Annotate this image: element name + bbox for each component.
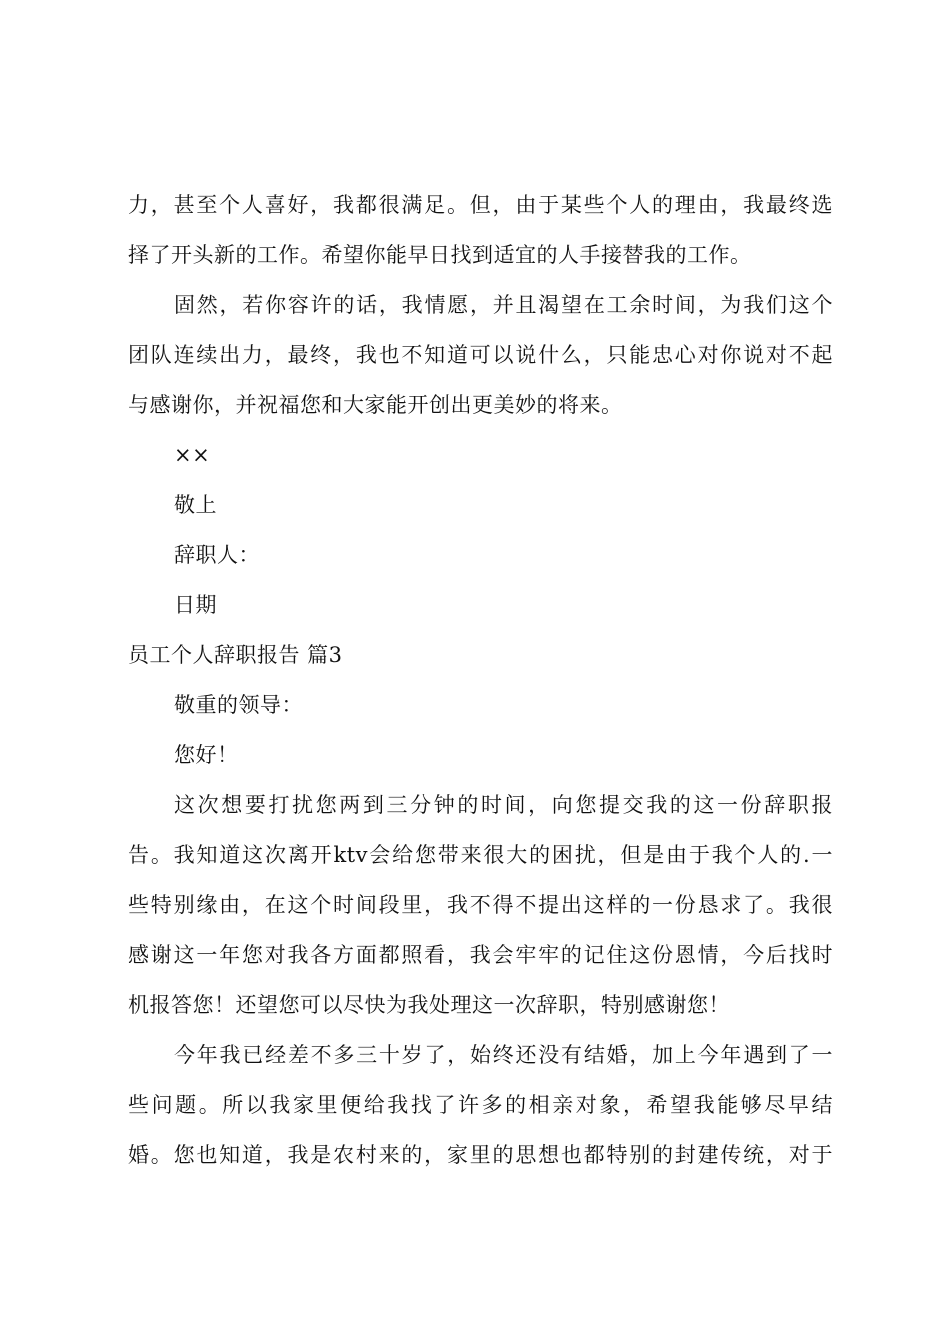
body-line: 些特别缘由，在这个时间段里，我不得不提出这样的一份恳求了。我很: [128, 893, 833, 917]
body-line: 力，甚至个人喜好，我都很满足。但，由于某些个人的理由，我最终选: [128, 193, 833, 217]
body-line: 这次想要打扰您两到三分钟的时间，向您提交我的这一份辞职报: [174, 793, 833, 817]
salutation: 敬重的领导：: [174, 693, 303, 717]
body-line: 与感谢你，并祝福您和大家能开创出更美妙的将来。: [128, 393, 623, 417]
body-line: 固然，若你容许的话，我情愿，并且渴望在工余时间，为我们这个: [174, 293, 833, 317]
body-line: 择了开头新的工作。希望你能早日找到适宜的人手接替我的工作。: [128, 243, 752, 267]
body-line: 告。我知道这次离开ktv会给您带来很大的困扰，但是由于我个人的.一: [128, 843, 833, 867]
date-label: 日期: [174, 593, 217, 617]
greeting: 您好！: [174, 743, 239, 767]
signature-mark: ××: [174, 443, 211, 467]
resigner-label: 辞职人：: [174, 543, 260, 567]
section-heading: 员工个人辞职报告 篇3: [128, 643, 343, 667]
body-line: 机报答您！还望您可以尽快为我处理这一次辞职，特别感谢您！: [128, 993, 730, 1017]
closing-text: 敬上: [174, 493, 217, 517]
body-line: 团队连续出力，最终，我也不知道可以说什么，只能忠心对你说对不起: [128, 343, 833, 367]
body-line: 今年我已经差不多三十岁了，始终还没有结婚，加上今年遇到了一: [174, 1043, 833, 1067]
body-line: 些问题。所以我家里便给我找了许多的相亲对象，希望我能够尽早结: [128, 1093, 833, 1117]
body-line: 感谢这一年您对我各方面都照看，我会牢牢的记住这份恩情，今后找时: [128, 943, 833, 967]
body-line: 婚。您也知道，我是农村来的，家里的思想也都特别的封建传统，对于: [128, 1143, 833, 1167]
